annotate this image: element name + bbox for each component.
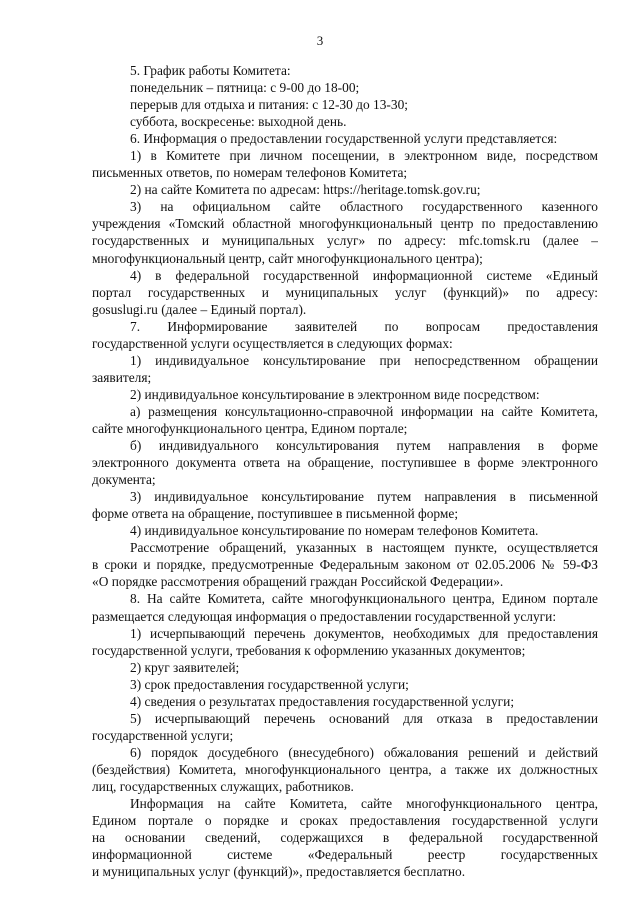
text-line: б) индивидуального консультирования путем направления в форме [130, 438, 598, 454]
text-line: многофункциональный центр, сайт многофункционального центра); [92, 250, 483, 266]
text-line: перерыв для отдыха и питания: с 12-30 до 13-30; [130, 97, 408, 113]
text-line: 4) индивидуальное консультирование по номерам телефонов Комитета. [130, 523, 539, 539]
text-line: 2) на сайте Комитета по адресам: https://heritage.tomsk.gov.ru; [130, 182, 481, 198]
text-line: 8. На сайте Комитета, сайте многофункционального центра, Едином портале [130, 591, 598, 607]
text-line: учреждения «Томский областной многофункциональный центр по предоставлению [92, 216, 598, 232]
text-line: форме ответа на обращение, поступившее в письменной форме; [92, 506, 459, 522]
text-line: «О порядке рассмотрения обращений граждан Российской Федерации». [92, 574, 504, 590]
text-line: 1) в Комитете при личном посещении, в электронном виде, посредством [130, 148, 598, 164]
text-line: 2) круг заявителей; [130, 659, 240, 675]
text-line: 5. График работы Комитета: [130, 63, 291, 78]
text-line: понедельник – пятница: с 9-00 до 18-00; [130, 80, 360, 96]
text-line: 4) в федеральной государственной информационной системе «Единый [130, 267, 598, 283]
text-line: 5) исчерпывающий перечень оснований для отказа в предоставлении [130, 710, 598, 726]
text-line: и муниципальных услуг (функций)», предоставляется бесплатно. [92, 864, 466, 880]
document-body [92, 62, 598, 880]
text-line: а) размещения консультационно-справочной информации на сайте Комитета, [130, 403, 598, 419]
text-line: 2) индивидуальное консультирование в электронном виде посредством: [130, 386, 540, 402]
text-line: электронного документа ответа на обращение, поступившее в форме электронного [92, 455, 598, 471]
text-line: 4) сведения о результатах предоставления государственной услуги; [130, 693, 515, 709]
text-line: на основании сведений, содержащихся в федеральной государственной [92, 830, 598, 846]
text-line: Информация на сайте Комитета, сайте многофункционального центра, [130, 796, 598, 812]
text-line: 3) на официальном сайте областного государственного казенного [130, 199, 598, 215]
text-line: информационной системе «Федеральный реестр государственных [92, 847, 598, 863]
text-line: документа; [92, 472, 156, 488]
text-line: суббота, воскресенье: выходной день. [130, 114, 347, 130]
text-line: государственных и муниципальных услуг» по адресу: mfc.tomsk.ru (далее – [92, 233, 598, 249]
text-line: государственной услуги, требования к оформлению указанных документов; [92, 642, 526, 658]
text-line: государственной услуги; [92, 727, 234, 743]
text-line: Едином портале о порядке и сроках предоставления государственной услуги [92, 813, 598, 829]
text-line: 6. Информация о предоставлении государственной услуги представляется: [130, 131, 558, 147]
text-line: в сроки и порядке, предусмотренные Федеральным законом от 02.05.2006 № 59-ФЗ [92, 557, 598, 573]
text-line: (бездействия) Комитета, многофункционального центра, а также их должностных [92, 761, 598, 777]
text-line: 7. Информирование заявителей по вопросам предоставления [130, 318, 598, 334]
text-line: 1) индивидуальное консультирование при непосредственном обращении [130, 352, 598, 368]
text-line: портал государственных и муниципальных услуг (функций)» по адресу: [92, 284, 598, 300]
text-line: государственной услуги осуществляется в следующих формах: [92, 335, 453, 351]
text-line: сайте многофункционального центра, Едином портале; [92, 420, 408, 436]
text-line: 6) порядок досудебного (внесудебного) обжалования решений и действий [130, 744, 598, 760]
text-line: письменных ответов, по номерам телефонов Комитета; [92, 165, 408, 181]
text-line: 3) срок предоставления государственной услуги; [130, 676, 409, 692]
text-line: 3) индивидуальное консультирование путем направления в письменной [130, 489, 598, 505]
text-line: лиц, государственных служащих, работников. [92, 778, 354, 794]
page-number: 3 [316, 33, 324, 48]
text-line: заявителя; [92, 369, 152, 385]
text-line: gosuslugi.ru (далее – Единый портал). [92, 301, 307, 317]
text-line: 1) исчерпывающий перечень документов, необходимых для предоставления [130, 625, 598, 641]
text-line: Рассмотрение обращений, указанных в настоящем пункте, осуществляется [130, 540, 598, 556]
text-line: размещается следующая информация о предоставлении государственной услуги: [92, 608, 557, 624]
